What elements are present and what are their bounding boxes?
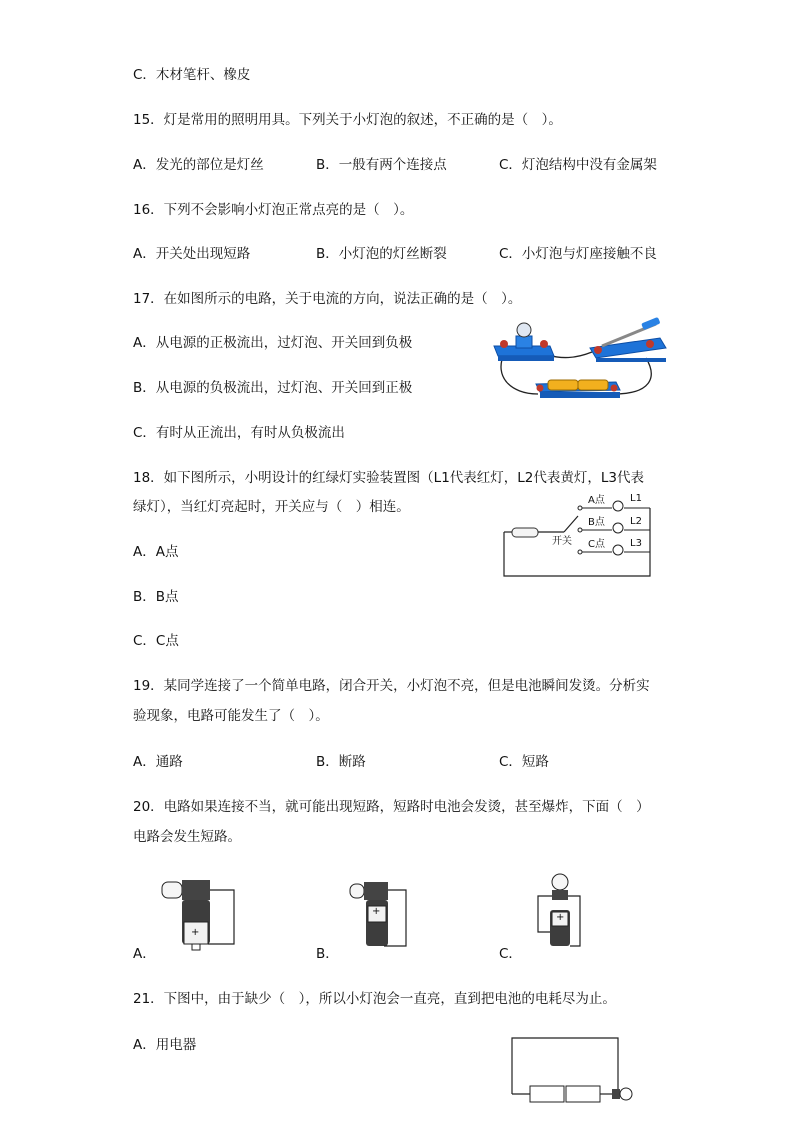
bulb-icon <box>162 882 182 898</box>
wire <box>538 896 552 932</box>
q19-stem-line2: 验现象，电路可能发生了（ ）。 <box>133 708 329 724</box>
q20-option-a: A． <box>133 946 156 962</box>
q15-option-a: A．发光的部位是灯丝 <box>133 157 264 173</box>
bulb-holder <box>182 880 210 900</box>
battery-icon <box>578 380 608 390</box>
switch-base-side <box>596 358 666 362</box>
q21-circuit-figure <box>508 1036 638 1108</box>
switch-handle <box>641 317 660 330</box>
q15-stem: 15．灯是常用的照明用具。下列关于小灯泡的叙述，不正确的是（ ）。 <box>133 112 562 128</box>
q14-option-c: C．木材笔杆、橡皮 <box>133 67 251 83</box>
point-c-label: C点 <box>588 539 605 550</box>
bulb-holder <box>612 1089 620 1099</box>
q16-option-a: A．开关处出现短路 <box>133 246 251 262</box>
bulb-holder <box>552 890 568 900</box>
q17-option-b: B．从电源的负极流出，过灯泡、开关回到正极 <box>133 380 413 396</box>
q18-option-c: C．C点 <box>133 633 179 649</box>
q21-stem: 21．下图中，由于缺少（ ），所以小灯泡会一直亮，直到把电池的电耗尽为止。 <box>133 991 616 1007</box>
battery-icon <box>512 528 538 537</box>
point-b-label: B点 <box>588 517 605 528</box>
bulb-icon <box>350 884 364 898</box>
point-a-label: A点 <box>588 495 605 506</box>
q19-option-a: A．通路 <box>133 754 183 770</box>
q20-stem-line2: 电路会发生短路。 <box>133 829 241 845</box>
battery-plus: + <box>556 912 565 923</box>
terminal <box>594 346 602 354</box>
q19-option-c: C．短路 <box>499 754 549 770</box>
q16-option-c: C．小灯泡与灯座接触不良 <box>499 246 657 262</box>
bulb-icon <box>517 323 531 337</box>
q18-stem-line2: 绿灯），当红灯亮起时，开关应与（ ）相连。 <box>133 499 410 515</box>
wire <box>512 1038 618 1094</box>
terminal <box>646 340 654 348</box>
terminal <box>540 340 548 348</box>
battery-icon <box>548 380 578 390</box>
wire <box>208 890 234 944</box>
contact-point-b <box>578 528 582 532</box>
battery-plus: + <box>372 906 381 917</box>
q20-figure-c <box>530 872 590 950</box>
q18-traffic-light-circuit <box>500 490 660 580</box>
q16-stem: 16．下列不会影响小灯泡正常点亮的是（ ）。 <box>133 202 414 218</box>
q16-option-b: B．小灯泡的灯丝断裂 <box>316 246 447 262</box>
contact-point-a <box>578 506 582 510</box>
contact-point-c <box>578 550 582 554</box>
switch-blade <box>564 516 578 532</box>
terminal <box>537 385 544 392</box>
wire <box>504 532 650 576</box>
q19-option-b: B．断路 <box>316 754 366 770</box>
q17-circuit-figure <box>490 316 670 411</box>
q20-option-c: C． <box>499 946 522 962</box>
lamp-l2-label: L2 <box>630 516 642 527</box>
battery-plus: + <box>191 927 200 938</box>
q20-stem-line1: 20．电路如果连接不当，就可能出现短路，短路时电池会发烫，甚至爆炸，下面（ ） <box>133 799 650 815</box>
terminal <box>500 340 508 348</box>
lamp-l3-label: L3 <box>630 538 642 549</box>
q17-stem: 17．在如图所示的电路，关于电流的方向，说法正确的是（ ）。 <box>133 291 522 307</box>
lamp-holder <box>516 336 532 348</box>
terminal <box>611 385 618 392</box>
bulb-icon <box>613 523 623 533</box>
q20-option-b: B． <box>316 946 339 962</box>
q18-option-b: B．B点 <box>133 589 179 605</box>
q20-figure-b <box>344 876 414 950</box>
q19-stem-line1: 19．某同学连接了一个简单电路，闭合开关，小灯泡不亮，但是电池瞬间发烫。分析实 <box>133 678 650 694</box>
q17-option-a: A．从电源的正极流出，过灯泡、开关回到负极 <box>133 335 413 351</box>
q21-option-a: A．用电器 <box>133 1037 197 1053</box>
q15-option-c: C．灯泡结构中没有金属架 <box>499 157 657 173</box>
bulb-icon <box>613 501 623 511</box>
q15-option-b: B．一般有两个连接点 <box>316 157 447 173</box>
switch-label: 开关 <box>552 536 572 547</box>
bulb-icon <box>613 545 623 555</box>
q17-option-c: C．有时从正流出，有时从负极流出 <box>133 425 345 441</box>
battery-icon <box>530 1086 564 1102</box>
bulb-icon <box>620 1088 632 1100</box>
q18-option-a: A．A点 <box>133 544 179 560</box>
battery-holder-side <box>540 392 620 398</box>
bulb-icon <box>552 874 568 890</box>
bulb-holder <box>364 882 388 900</box>
q18-stem-line1: 18．如下图所示，小明设计的红绿灯实验装置图（L1代表红灯，L2代表黄灯，L3代表 <box>133 470 645 486</box>
q20-figure-a <box>158 874 238 958</box>
lamp-l1-label: L1 <box>630 493 642 504</box>
lamp-base-side <box>498 356 554 361</box>
battery-icon <box>566 1086 600 1102</box>
